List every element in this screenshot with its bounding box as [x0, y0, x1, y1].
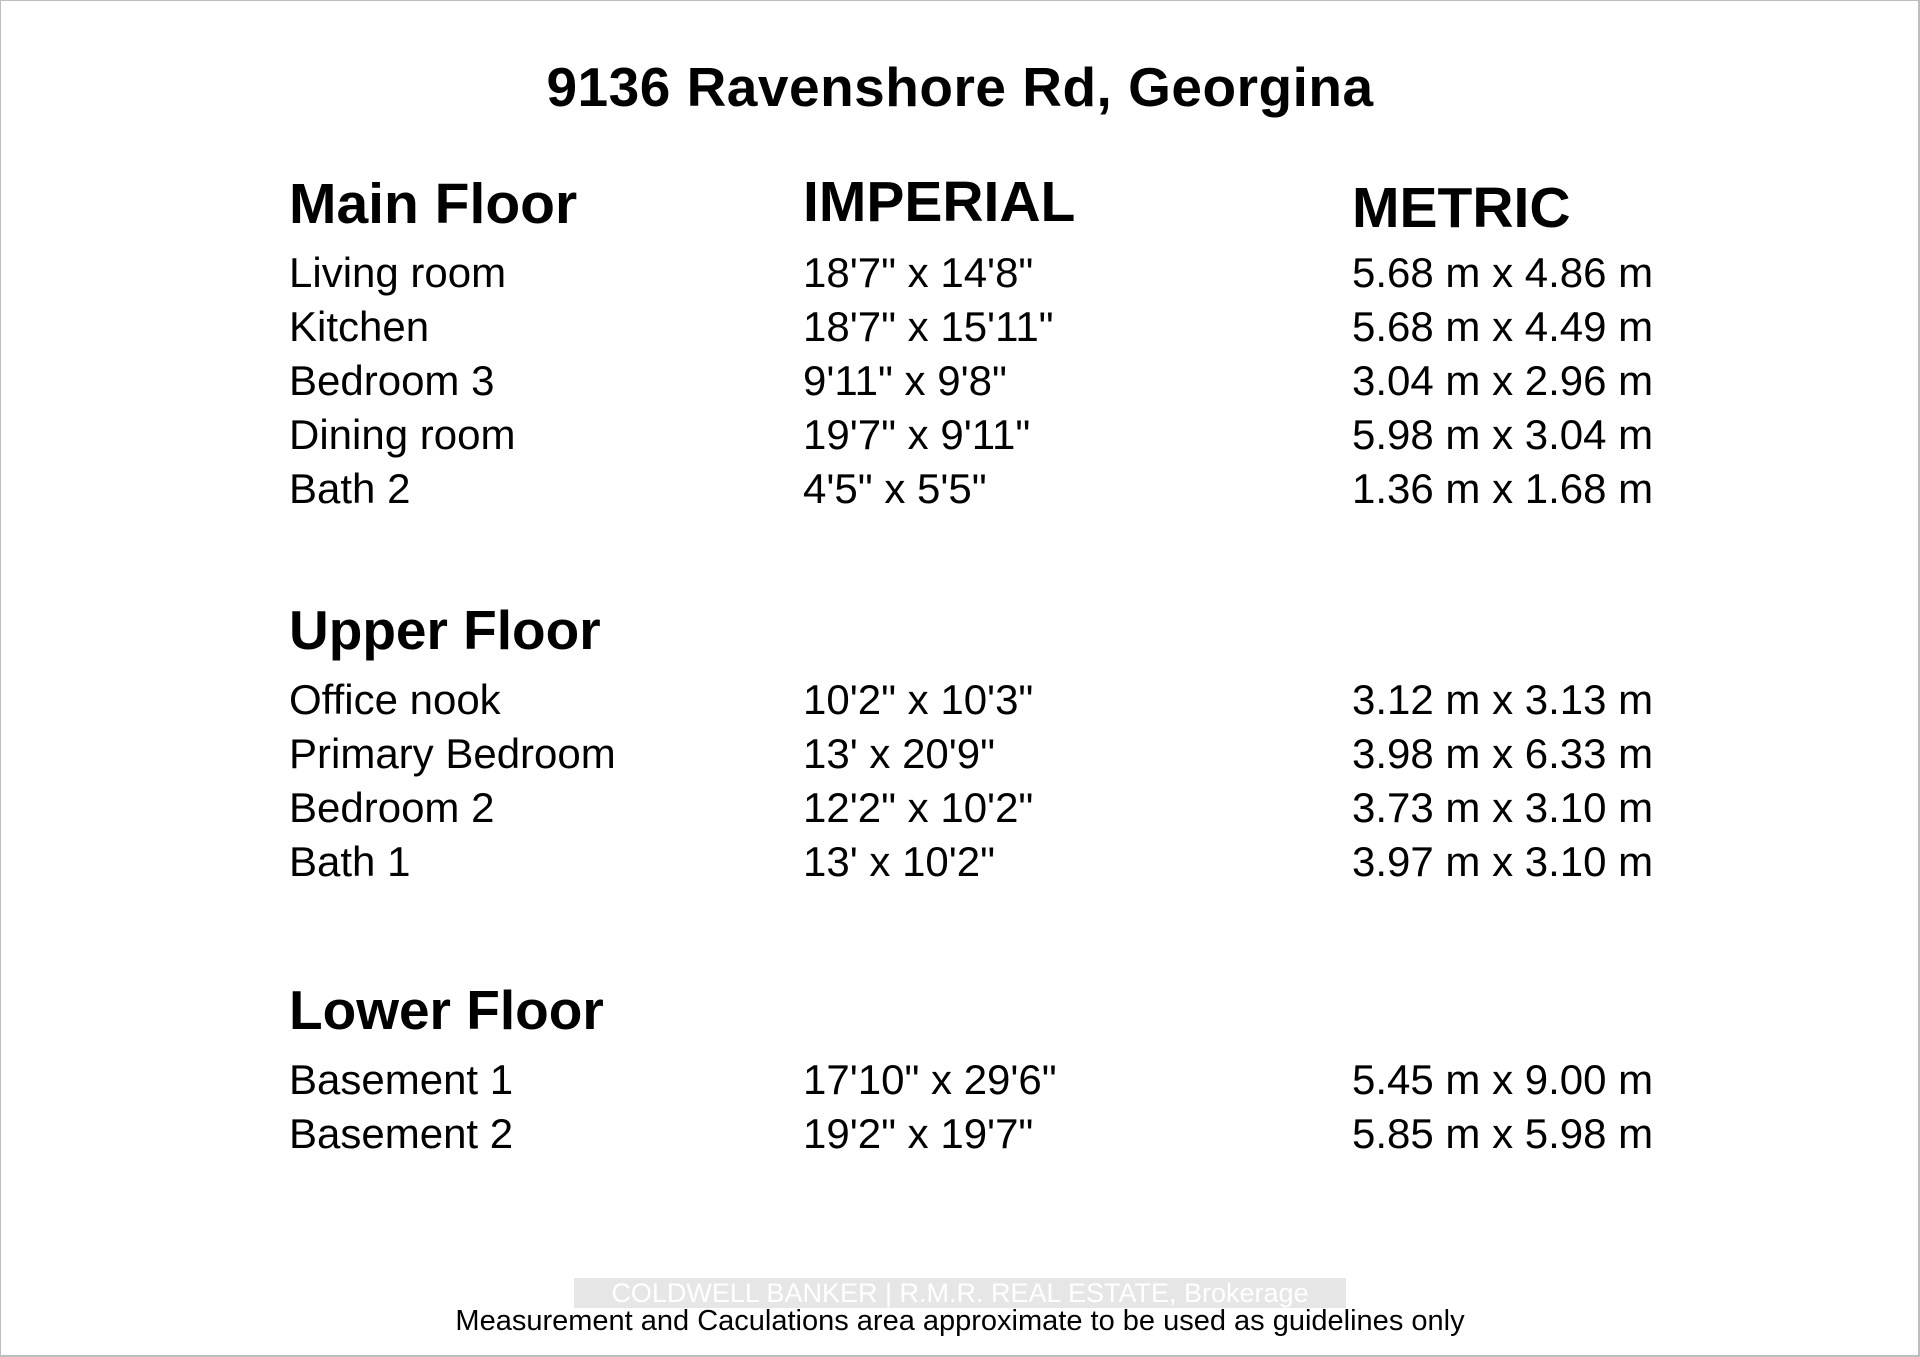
room-imperial: 12'2" x 10'2"	[803, 784, 1034, 831]
room-metric: 3.12 m x 3.13 m	[1352, 676, 1654, 723]
room-name: Bedroom 2	[289, 784, 495, 831]
room-imperial: 17'10" x 29'6"	[803, 1056, 1057, 1103]
disclaimer-footer: Measurement and Caculations area approximate to be used as guidelines only	[455, 1305, 1465, 1337]
room-metric: 5.68 m x 4.86 m	[1352, 249, 1654, 296]
room-metric: 5.45 m x 9.00 m	[1352, 1056, 1654, 1103]
room-imperial: 13' x 10'2"	[803, 838, 996, 885]
room-name: Basement 2	[289, 1110, 514, 1157]
page-title: 9136 Ravenshore Rd, Georgina	[546, 56, 1374, 118]
brokerage-watermark: COLDWELL BANKER | R.M.R. REAL ESTATE, Brokerage	[574, 1278, 1346, 1308]
room-imperial: 9'11" x 9'8"	[803, 357, 1007, 404]
room-metric: 5.68 m x 4.49 m	[1352, 303, 1654, 350]
room-metric: 1.36 m x 1.68 m	[1352, 465, 1654, 512]
room-imperial: 13' x 20'9"	[803, 730, 996, 777]
room-metric: 3.73 m x 3.10 m	[1352, 784, 1654, 831]
room-imperial: 18'7" x 15'11"	[803, 303, 1054, 350]
section-heading-upper-floor: Upper Floor	[289, 599, 601, 661]
room-imperial: 18'7" x 14'8"	[803, 249, 1034, 296]
room-metric: 5.98 m x 3.04 m	[1352, 411, 1654, 458]
section-heading-lower-floor: Lower Floor	[289, 979, 604, 1041]
room-name: Primary Bedroom	[289, 730, 616, 777]
room-name: Basement 1	[289, 1056, 514, 1103]
room-name: Bath 2	[289, 465, 411, 512]
section-heading-main-floor: Main Floor	[289, 172, 578, 236]
room-imperial: 19'7" x 9'11"	[803, 411, 1031, 458]
room-imperial: 4'5" x 5'5"	[803, 465, 987, 512]
room-name: Kitchen	[289, 303, 430, 350]
room-name: Dining room	[289, 411, 516, 458]
room-name: Bath 1	[289, 838, 411, 885]
room-name: Office nook	[289, 676, 501, 723]
metric-column-header: METRIC	[1352, 176, 1571, 240]
room-imperial: 10'2" x 10'3"	[803, 676, 1034, 723]
room-metric: 5.85 m x 5.98 m	[1352, 1110, 1654, 1157]
room-metric: 3.97 m x 3.10 m	[1352, 838, 1654, 885]
room-metric: 3.98 m x 6.33 m	[1352, 730, 1654, 777]
imperial-column-header: IMPERIAL	[803, 170, 1076, 234]
room-metric: 3.04 m x 2.96 m	[1352, 357, 1654, 404]
room-imperial: 19'2" x 19'7"	[803, 1110, 1034, 1157]
room-name: Living room	[289, 249, 507, 296]
room-name: Bedroom 3	[289, 357, 495, 404]
